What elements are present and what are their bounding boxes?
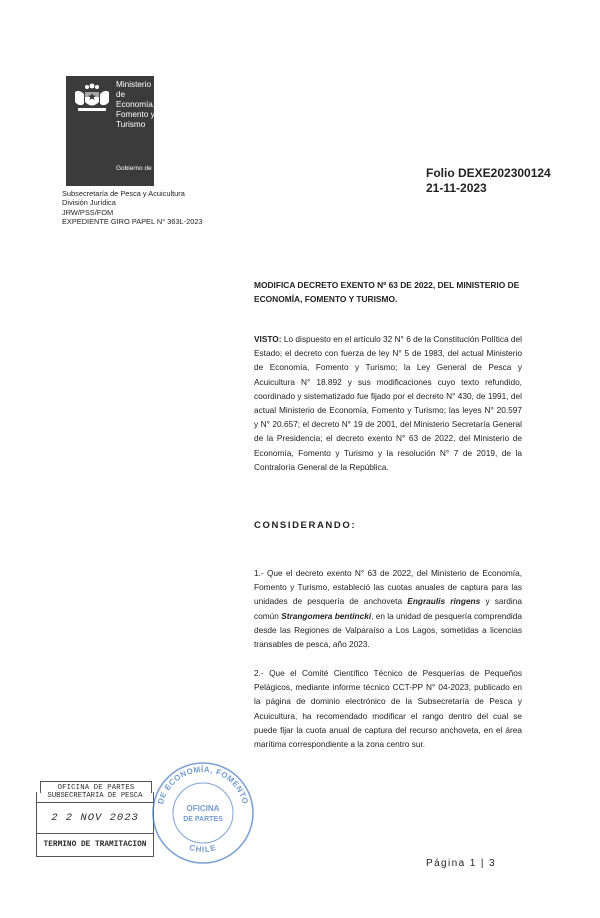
considerando-paragraph-1 <box>254 566 522 651</box>
seal-center-text: DE PARTES <box>183 816 223 823</box>
seal-bottom-text: CHILE <box>188 842 218 855</box>
considerando-paragraph-2: 2.- Que el Comité Científico Técnico de Pesquerías de Pequeños Pelágicos, mediante informe técnico CCT-PP N° 04-2023, publicado en la página de dominio electrónico de la Subsecretaría de Pesca y Acuicultura, ha recomendado modificar el rango dentro del cual se puede fijar la cuota anual de captura del recurso anchoveta, en el área marítima correspondiente a la zona centro sur. <box>254 668 522 750</box>
ministry-name-line: Economía, <box>116 100 156 109</box>
issuing-office-line: JRW/PSS/FOM <box>62 207 114 217</box>
stamp-date: 2 2 NOV 2023 <box>36 802 154 834</box>
visto-label: VISTO: <box>254 334 282 344</box>
issuing-office-line: Subsecretaría de Pesca y Acuicultura <box>62 189 185 198</box>
considerando-heading: CONSIDERANDO: <box>254 520 357 531</box>
stamp-office: OFICINA DE PARTES <box>40 781 152 793</box>
ministry-name-line: Turismo <box>116 120 146 129</box>
issuing-office-block <box>62 189 203 227</box>
seal-top-text: DE ECONOMÍA, FOMENTO <box>156 764 250 806</box>
government-label: Gobierno de Chile <box>116 165 169 172</box>
ministry-logo <box>66 76 169 186</box>
paragraph-text: 1.- Que el decreto exento N° 63 de 2022, del Ministerio de Economía, Fomento y Turismo, estableció las cuotas anuales de captura para las unidades de pesquería de anchoveta <box>254 568 522 607</box>
paragraph-text: , en la unidad de pesquería comprendida desde las Regiones de Valparaíso a Los Lagos, sometidas a licencias transables de pesca, año 2023. <box>254 610 522 650</box>
ministry-name <box>116 80 156 130</box>
visto-text: Lo dispuesto en el artículo 32 N° 6 de la Constitución Política del Estado; el decreto con fuerza de ley N° 5 de 1983, del actual Ministerio de Economía, Fomento y Turismo; la Ley General de Pesca y Acuicultura N° 18.892 y sus modificaciones cuyo texto refundido, coordinado y sistematizado fue fijado por el decreto N° 430, de 1991, del actual Ministerio de Economía, Fomento y Turismo; las leyes N° 20.597 y N° 20.657; el decreto N° 19 de 2001, del Ministerio Secretaría General de la Presidencia; el decreto exento N° 63 de 2022, del Ministerio de Economía, Fomento y Turismo y la resolución N° 7 de 2019, de la Contraloría General de la República. <box>254 334 522 472</box>
folio-block <box>426 166 551 196</box>
folio-date: 21-11-2023 <box>426 181 487 195</box>
paragraph-text: y sardina común <box>254 596 522 621</box>
stamp-subsecretaria: SUBSECRETARIA DE PESCA <box>36 792 154 802</box>
seal-center-text: OFICINA <box>186 804 220 813</box>
ministry-seal-stamp-icon <box>148 755 258 870</box>
issuing-office-line: EXPEDIENTE GIRO PAPEL N° 363L-2023 <box>62 217 203 227</box>
office-stamp <box>36 781 152 865</box>
page-number: Página 1 | 3 <box>426 858 496 869</box>
stamp-termination: TERMINO DE TRAMITACION <box>36 833 154 857</box>
document-title: MODIFICA DECRETO EXENTO Nº 63 DE 2022, DEL MINISTERIO DE ECONOMÍA, FOMENTO Y TURISMO. <box>254 280 520 304</box>
ministry-name-line: Ministerio de <box>116 80 152 99</box>
folio-number: Folio DEXE202300124 <box>426 166 551 180</box>
visto-paragraph <box>254 332 522 474</box>
species-name: Strangomera bentincki <box>281 610 372 621</box>
species-name: Engraulis ringens <box>407 596 481 607</box>
ministry-name-line: Fomento y <box>116 110 155 119</box>
issuing-office-line: División Jurídica <box>62 198 116 208</box>
chile-coat-of-arms-icon <box>70 80 114 116</box>
